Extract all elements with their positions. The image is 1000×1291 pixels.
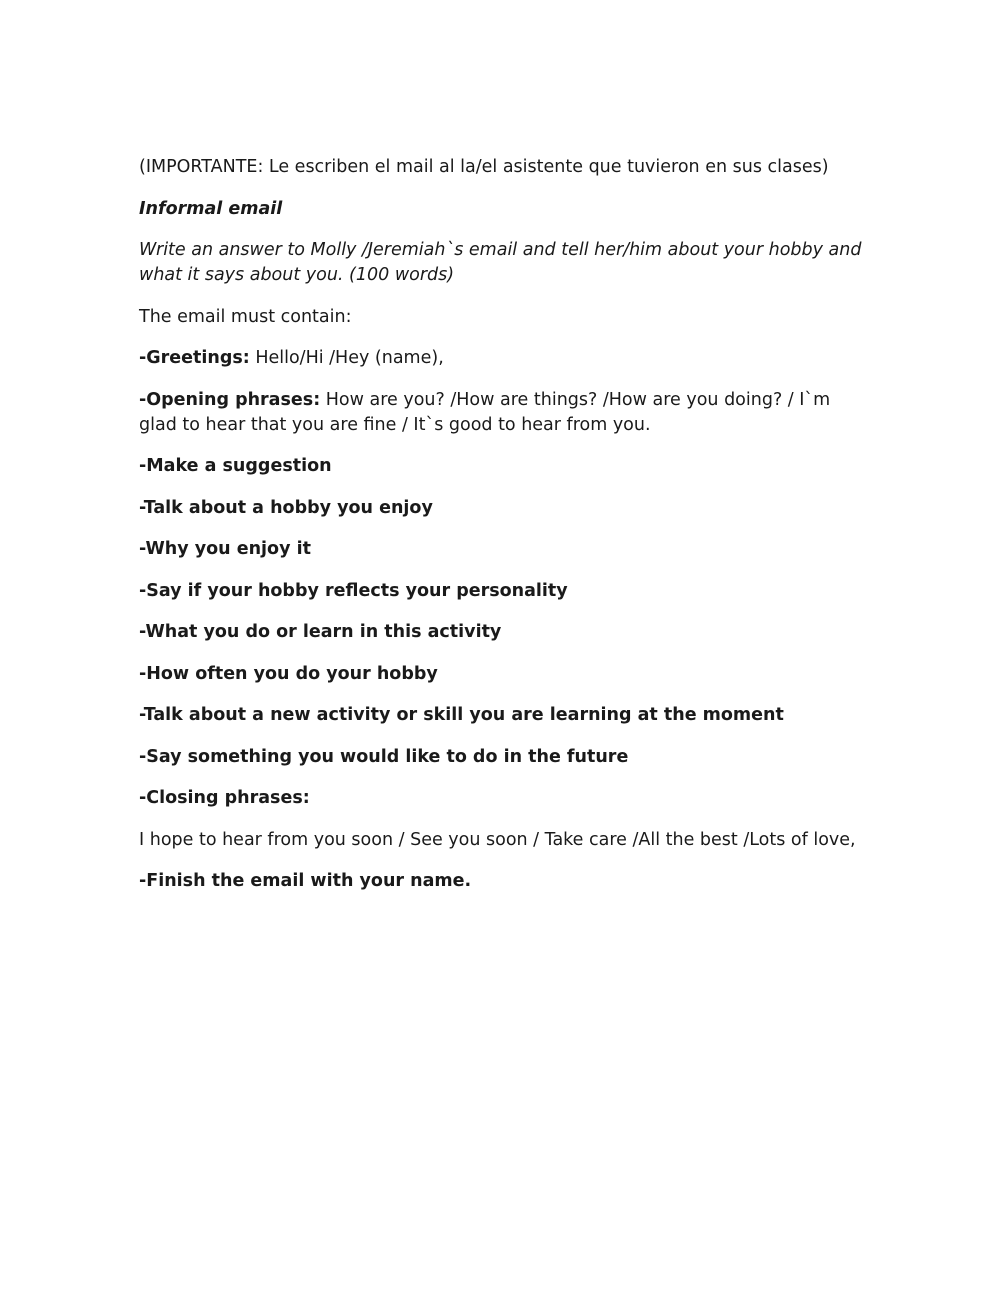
section-heading: Informal email [139,198,283,219]
opening-phrases-text: How are you? /How are things? /How are you doing? / I`m glad to hear that you are fine / It`s good to hear from you. [139,389,831,435]
task-instruction: Write an answer to Molly /Jeremiah`s email and tell her/him about your hobby and what it says about you. (100 words) [139,240,862,285]
finish-instruction: -Finish the email with your name. [139,871,472,891]
closing-phrases-label: -Closing phrases: [139,788,310,808]
greetings-text: Hello/Hi /Hey (name), [249,348,444,368]
greetings-label: -Greetings: [139,348,250,368]
worksheet-page [139,155,869,911]
requirement-item: -Say something you would like to do in the future [139,746,629,767]
opening-phrases-line [139,388,869,438]
important-note: (IMPORTANTE: Le escriben el mail al la/el asistente que tuvieron en sus clases) [139,157,829,177]
requirement-item: -Why you enjoy it [139,539,311,559]
greetings-line [139,346,869,371]
requirement-item: -Say if your hobby reflects your personality [139,580,568,601]
requirement-item: -Make a suggestion [139,456,332,476]
requirement-item: -What you do or learn in this activity [139,622,502,642]
requirement-item: -Talk about a hobby you enjoy [139,497,433,518]
closing-phrases-text: I hope to hear from you soon / See you soon / Take care /All the best /Lots of love, [139,829,856,850]
requirement-item: -Talk about a new activity or skill you are learning at the moment [139,705,784,725]
opening-phrases-label: -Opening phrases: [139,389,321,410]
requirements-intro: The email must contain: [139,306,352,327]
requirement-item: -How often you do your hobby [139,663,438,684]
